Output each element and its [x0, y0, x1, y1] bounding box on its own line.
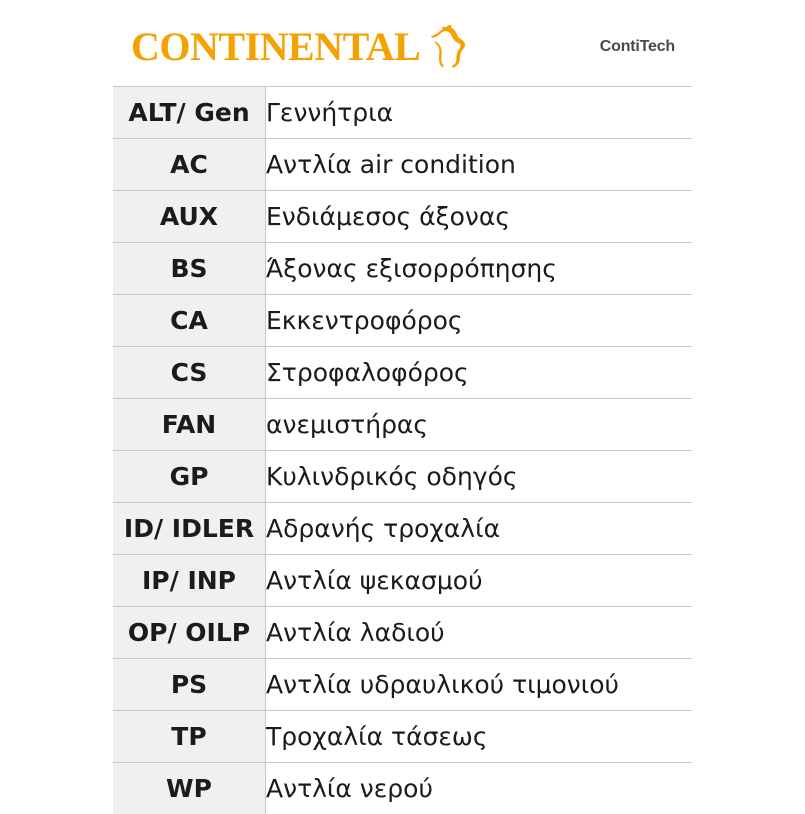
row-description: Αντλία υδραυλικού τιμονιού: [266, 659, 694, 711]
row-description: ανεμιστήρας: [266, 399, 694, 451]
row-code: IP/ INP: [113, 555, 266, 607]
table-row: [113, 503, 693, 555]
row-code: AUX: [113, 191, 266, 243]
row-description: Κυλινδρικός οδηγός: [266, 451, 694, 503]
table-row: [113, 607, 693, 659]
row-code: CA: [113, 295, 266, 347]
table-row: [113, 763, 693, 814]
brand-wordmark: CONTINENTAL: [131, 27, 420, 67]
table-row: [113, 191, 693, 243]
row-description: Εκκεντροφόρος: [266, 295, 694, 347]
brand-header: [113, 8, 693, 86]
table-row: [113, 451, 693, 503]
table-row: [113, 555, 693, 607]
row-description: Στροφαλοφόρος: [266, 347, 694, 399]
table-row: [113, 399, 693, 451]
row-code: FAN: [113, 399, 266, 451]
row-description: Αντλία ψεκασμού: [266, 555, 694, 607]
row-description: Άξονας εξισορρόπησης: [266, 243, 694, 295]
table-row: [113, 347, 693, 399]
horse-logo-icon: [426, 24, 468, 70]
row-code: ALT/ Gen: [113, 87, 266, 139]
table-row: [113, 139, 693, 191]
row-code: BS: [113, 243, 266, 295]
abbreviation-legend-table: [113, 86, 693, 814]
table-row: [113, 711, 693, 763]
sub-brand-label: ContiTech: [600, 38, 679, 56]
row-code: OP/ OILP: [113, 607, 266, 659]
row-description: Αντλία air condition: [266, 139, 694, 191]
row-code: AC: [113, 139, 266, 191]
row-description: Αντλία λαδιού: [266, 607, 694, 659]
row-code: GP: [113, 451, 266, 503]
brand-lockup: [131, 24, 468, 70]
page-margin-right: [692, 0, 805, 805]
table-row: [113, 659, 693, 711]
row-description: Ενδιάμεσος άξονας: [266, 191, 694, 243]
row-code: PS: [113, 659, 266, 711]
table-row: [113, 87, 693, 139]
table-row: [113, 243, 693, 295]
row-code: CS: [113, 347, 266, 399]
legend-sheet: [113, 8, 693, 808]
row-description: Γεννήτρια: [266, 87, 694, 139]
row-description: Τροχαλία τάσεως: [266, 711, 694, 763]
table-row: [113, 295, 693, 347]
row-code: WP: [113, 763, 266, 814]
row-description: Αδρανής τροχαλία: [266, 503, 694, 555]
row-code: TP: [113, 711, 266, 763]
row-description: Αντλία νερού: [266, 763, 694, 814]
legend-table-body: [113, 87, 693, 814]
row-code: ID/ IDLER: [113, 503, 266, 555]
page-margin-left: [0, 0, 113, 805]
